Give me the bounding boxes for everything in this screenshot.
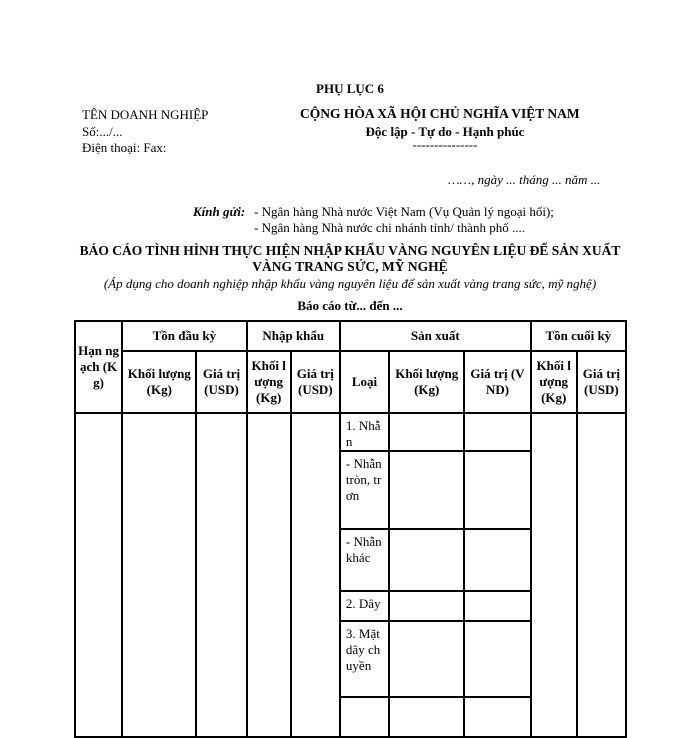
cell-production-type: 3. Mặt dây chuyền — [340, 621, 389, 697]
recipient-line: - Ngân hàng Nhà nước chi nhánh tỉnh/ thành phố .... — [254, 220, 525, 235]
cell-production-qty — [389, 621, 464, 697]
cell-production-value — [464, 697, 530, 737]
appendix-title: PHỤ LỤC 6 — [316, 81, 384, 96]
cell-production-type: 1. Nhẫn — [340, 413, 389, 451]
cell-import-value — [291, 413, 340, 737]
cell-closing-qty — [531, 413, 577, 737]
table-row — [75, 413, 626, 451]
motto-separator: --------------- — [412, 137, 478, 152]
recipients-label: Kính gửi: — [193, 204, 246, 219]
cell-closing-value — [577, 413, 626, 737]
national-motto: Độc lập - Tự do - Hạnh phúc — [365, 124, 525, 139]
cell-production-qty — [389, 529, 464, 591]
company-name: TÊN DOANH NGHIỆP — [82, 107, 209, 122]
cell-production-value — [464, 621, 530, 697]
cell-production-value — [464, 413, 530, 451]
col-header-quota: Hạn ngạch (Kg) — [75, 321, 122, 413]
col-header-import-qty: Khối lượng (Kg) — [247, 351, 291, 413]
col-header-production-type: Loại — [340, 351, 389, 413]
document-number: Số:.../... — [82, 124, 123, 139]
report-period: Báo cáo từ... đến ... — [297, 298, 403, 313]
cell-quota — [75, 413, 122, 737]
phone-fax: Điện thoại: Fax: — [82, 140, 167, 155]
cell-import-qty — [247, 413, 291, 737]
cell-production-type: - Nhẫn khác — [340, 529, 389, 591]
cell-opening-value — [196, 413, 246, 737]
cell-production-value — [464, 451, 530, 529]
cell-opening-qty — [122, 413, 196, 737]
republic-heading: CỘNG HÒA XÃ HỘI CHỦ NGHĨA VIỆT NAM — [300, 106, 580, 121]
cell-production-type: - Nhẫn tròn, trơn — [340, 451, 389, 529]
cell-production-qty — [389, 697, 464, 737]
col-group-opening: Tồn đầu kỳ — [122, 321, 246, 351]
report-scope: (Áp dụng cho doanh nghiệp nhập khẩu vàng nguyên liệu để sản xuất vàng trang sức, mỹ nghệ) — [103, 276, 597, 291]
col-header-opening-qty: Khối lượng (Kg) — [122, 351, 196, 413]
cell-production-qty — [389, 591, 464, 621]
col-header-production-value: Giá trị (VND) — [464, 351, 530, 413]
cell-production-type: 2. Dây — [340, 591, 389, 621]
cell-production-value — [464, 591, 530, 621]
col-group-closing: Tồn cuối kỳ — [531, 321, 626, 351]
col-header-closing-value: Giá trị (USD) — [577, 351, 626, 413]
cell-production-type — [340, 697, 389, 737]
recipient-line: - Ngân hàng Nhà nước Việt Nam (Vụ Quản lý ngoại hối); — [254, 204, 554, 219]
report-title: BÁO CÁO TÌNH HÌNH THỰC HIỆN NHẬP KHẨU VÀNG NGUYÊN LIỆU ĐỂ SẢN XUẤT VÀNG TRANG SỨC, MỸ NGHỆ — [79, 243, 621, 274]
report-table — [74, 320, 627, 738]
cell-production-qty — [389, 451, 464, 529]
col-group-import: Nhập khẩu — [247, 321, 340, 351]
cell-production-qty — [389, 413, 464, 451]
col-header-opening-value: Giá trị (USD) — [196, 351, 246, 413]
cell-production-value — [464, 529, 530, 591]
col-header-closing-qty: Khối lượng (Kg) — [531, 351, 577, 413]
col-header-production-qty: Khối lượng (Kg) — [389, 351, 464, 413]
col-header-import-value: Giá trị (USD) — [291, 351, 340, 413]
date-line: ……, ngày ... tháng ... năm ... — [448, 172, 601, 187]
col-group-production: Sản xuất — [340, 321, 531, 351]
